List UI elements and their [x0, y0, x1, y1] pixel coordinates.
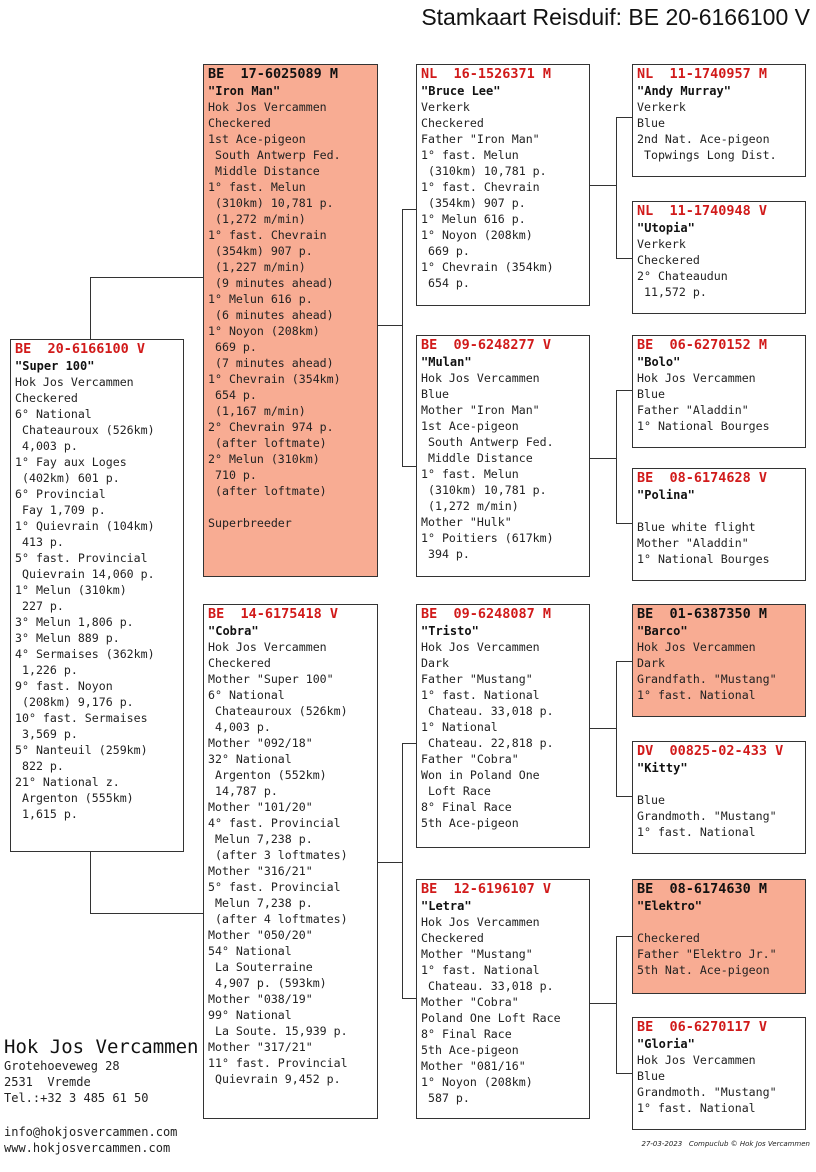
- pigeon-info-line: Hok Jos Vercammen: [421, 640, 540, 654]
- pigeon-info-line: Chateau. 33,018 p.: [421, 979, 554, 993]
- pigeon-name: "Letra": [421, 899, 472, 913]
- pigeon-info-line: Chateauroux (526km): [15, 423, 155, 437]
- pigeon-name: "Bolo": [637, 355, 681, 369]
- page-title: Stamkaart Reisduif: BE 20-6166100 V: [421, 4, 810, 30]
- pigeon-info-line: 654 p.: [208, 388, 257, 402]
- ring-number: BE 01-6387350 M: [637, 606, 768, 622]
- connector-line: [616, 390, 617, 524]
- pigeon-info-line: 4,907 p. (593km): [208, 976, 327, 990]
- pigeon-info-line: 1° Noyon (208km): [421, 228, 533, 242]
- connector-line: [616, 936, 632, 937]
- pigeon-info-line: 3° Melun 889 p.: [15, 631, 120, 645]
- pigeon-info-line: Verkerk: [421, 100, 470, 114]
- pigeon-info-line: Mother "Iron Man": [421, 403, 540, 417]
- pigeon-info-line: South Antwerp Fed.: [208, 148, 341, 162]
- connector-line: [90, 277, 91, 340]
- pigeon-info-line: 1,226 p.: [15, 663, 78, 677]
- pigeon-info-line: 227 p.: [15, 599, 64, 613]
- pigeon-card-mf: [416, 604, 590, 848]
- pigeon-info-line: Checkered: [637, 931, 700, 945]
- pigeon-info-line: Argenton (552km): [208, 768, 327, 782]
- footer-date: 27-03-2023: [641, 1140, 683, 1148]
- pigeon-info-line: 11,572 p.: [637, 285, 707, 299]
- pigeon-info-line: Grandmoth. "Mustang": [637, 809, 777, 823]
- pigeon-name: "Cobra": [208, 624, 259, 638]
- pigeon-info-line: Chateau. 22,818 p.: [421, 736, 554, 750]
- pigeon-info-line: Mother "050/20": [208, 928, 313, 942]
- pigeon-info-line: 1° fast. National: [637, 825, 756, 839]
- connector-line: [90, 851, 91, 913]
- pigeon-info-line: Mother "101/20": [208, 800, 313, 814]
- pigeon-info-line: Middle Distance: [421, 451, 533, 465]
- connector-line: [90, 913, 203, 914]
- pigeon-info-line: 1° Fay aux Loges: [15, 455, 127, 469]
- pigeon-info-line: (after loftmate): [208, 484, 327, 498]
- pigeon-name: "Gloria": [637, 1037, 695, 1051]
- pigeon-info-line: 1° fast. Chevrain: [421, 180, 540, 194]
- pigeon-info-line: 1° National Bourges: [637, 419, 770, 433]
- pigeon-info-line: South Antwerp Fed.: [421, 435, 554, 449]
- pigeon-name: "Utopia": [637, 221, 695, 235]
- pigeon-info-line: (208km) 9,176 p.: [15, 695, 134, 709]
- breeder-email[interactable]: info@hokjosvercammen.com: [4, 1125, 178, 1139]
- pigeon-info-line: Father "Cobra": [421, 752, 519, 766]
- pigeon-info-line: 1° fast. Melun: [421, 148, 519, 162]
- pigeon-info-line: Hok Jos Vercammen: [208, 100, 327, 114]
- pigeon-info-line: Mother "038/19": [208, 992, 313, 1006]
- pigeon-info-line: 1° Chevrain (354km): [208, 372, 341, 386]
- pigeon-info-line: Fay 1,709 p.: [15, 503, 106, 517]
- ring-number: BE 17-6025089 M: [208, 66, 339, 82]
- pigeon-card-mmm: [632, 1017, 806, 1130]
- pigeon-info-line: 4,003 p.: [208, 720, 271, 734]
- pigeon-info-line: 1° fast. Melun: [421, 467, 519, 481]
- pigeon-info-line: Grandmoth. "Mustang": [637, 1085, 777, 1099]
- pigeon-info-line: Hok Jos Vercammen: [15, 375, 134, 389]
- pigeon-card-mfm: [632, 741, 806, 854]
- pigeon-info-line: [637, 914, 801, 930]
- pigeon-name: "Iron Man": [208, 84, 281, 98]
- pigeon-card-fff: [632, 64, 806, 177]
- pigeon-card-fmf: [632, 335, 806, 448]
- pigeon-info-line: Hok Jos Vercammen: [421, 371, 540, 385]
- pigeon-info-line: 1° Melun 616 p.: [421, 212, 526, 226]
- pigeon-info-line: Middle Distance: [208, 164, 320, 178]
- pigeon-info-line: Dark: [637, 656, 665, 670]
- pigeon-info-line: Checkered: [208, 116, 271, 130]
- pigeon-info-line: Mother "Mustang": [421, 947, 533, 961]
- connector-line: [616, 390, 632, 391]
- pigeon-info-line: 5° Nanteuil (259km): [15, 743, 148, 757]
- pigeon-info-line: (after loftmate): [208, 436, 327, 450]
- pigeon-info-line: (402km) 601 p.: [15, 471, 120, 485]
- pigeon-info-line: (354km) 907 p.: [421, 196, 526, 210]
- pigeon-info-line: La Soute. 15,939 p.: [208, 1024, 348, 1038]
- ring-number: BE 09-6248277 V: [421, 337, 552, 353]
- footer: [642, 1140, 811, 1148]
- pigeon-info-line: Chateauroux (526km): [208, 704, 348, 718]
- connector-line: [616, 661, 617, 797]
- pigeon-info-line: Quievrain 9,452 p.: [208, 1072, 341, 1086]
- pigeon-info-line: 1° Chevrain (354km): [421, 260, 554, 274]
- breeder-name: Hok Jos Vercammen: [4, 1036, 199, 1058]
- pigeon-info-line: 8° Final Race: [421, 1027, 512, 1041]
- pigeon-info-line: 1° fast. Melun: [208, 180, 306, 194]
- pigeon-info-line: (310km) 10,781 p.: [421, 483, 547, 497]
- pigeon-name: "Barco": [637, 624, 688, 638]
- pigeon-info-line: (1,167 m/min): [208, 404, 306, 418]
- pigeon-info-line: Mother "317/21": [208, 1040, 313, 1054]
- pigeon-info-line: 1° Noyon (208km): [208, 324, 320, 338]
- pigeon-name: "Super 100": [15, 359, 95, 373]
- pigeon-info-line: Topwings Long Dist.: [637, 148, 777, 162]
- pigeon-name: "Andy Murray": [637, 84, 731, 98]
- ring-number: BE 09-6248087 M: [421, 606, 552, 622]
- pigeon-info-line: 5th Nat. Ace-pigeon: [637, 963, 770, 977]
- pigeon-info-line: 669 p.: [421, 244, 470, 258]
- pigeon-info-line: 5° fast. Provincial: [15, 551, 148, 565]
- pigeon-info-line: 4° Sermaises (362km): [15, 647, 155, 661]
- pigeon-info-line: Verkerk: [637, 100, 686, 114]
- pigeon-info-line: Hok Jos Vercammen: [421, 915, 540, 929]
- connector-line: [402, 743, 403, 998]
- pigeon-info-line: 587 p.: [421, 1091, 470, 1105]
- pigeon-info-line: 2° Chevrain 974 p.: [208, 420, 334, 434]
- pigeon-info-line: 710 p.: [208, 468, 257, 482]
- ring-number: BE 08-6174630 M: [637, 881, 768, 897]
- pigeon-info-line: Melun 7,238 p.: [208, 896, 313, 910]
- connector-line: [616, 117, 632, 118]
- connector-line: [402, 743, 416, 744]
- pigeon-info-line: 1° fast. National: [637, 688, 756, 702]
- pigeon-info-line: Argenton (555km): [15, 791, 134, 805]
- pigeon-info-line: Checkered: [421, 931, 484, 945]
- pigeon-info-line: 2° Melun (310km): [208, 452, 320, 466]
- pigeon-info-line: 1° fast. National: [637, 1101, 756, 1115]
- breeder-city: 2531 Vremde: [4, 1075, 91, 1089]
- pigeon-info-line: Checkered: [15, 391, 78, 405]
- pigeon-info-line: 669 p.: [208, 340, 257, 354]
- pigeon-info-line: 2nd Nat. Ace-pigeon: [637, 132, 770, 146]
- pigeon-info-line: Melun 7,238 p.: [208, 832, 313, 846]
- pigeon-info-line: 6° Provincial: [15, 487, 106, 501]
- pigeon-info-line: Mother "Super 100": [208, 672, 334, 686]
- pigeon-info-line: Father "Elektro Jr.": [637, 947, 777, 961]
- pigeon-info-line: Blue: [637, 1069, 665, 1083]
- connector-line: [616, 796, 632, 797]
- pigeon-info-line: Father "Aladdin": [637, 403, 749, 417]
- ring-number: BE 14-6175418 V: [208, 606, 339, 622]
- connector-line: [90, 277, 203, 278]
- pigeon-info-line: [208, 499, 373, 515]
- pigeon-info-line: Mother "092/18": [208, 736, 313, 750]
- pigeon-card-mmf: [632, 879, 806, 994]
- pigeon-info-line: Mother "081/16": [421, 1059, 526, 1073]
- pigeon-info-line: Father "Mustang": [421, 672, 533, 686]
- pigeon-info-line: Hok Jos Vercammen: [637, 1053, 756, 1067]
- pigeon-info-line: Checkered: [421, 116, 484, 130]
- pigeon-name: "Elektro": [637, 899, 703, 913]
- pigeon-info-line: 10° fast. Sermaises: [15, 711, 148, 725]
- pigeon-info-line: 1° Poitiers (617km): [421, 531, 554, 545]
- pigeon-info-line: (310km) 10,781 p.: [208, 196, 334, 210]
- pigeon-info-line: (9 minutes ahead): [208, 276, 334, 290]
- pigeon-name: "Bruce Lee": [421, 84, 501, 98]
- pigeon-info-line: 6° National: [15, 407, 92, 421]
- pigeon-info-line: [637, 776, 801, 792]
- connector-line: [590, 185, 616, 186]
- pigeon-info-line: Blue: [637, 387, 665, 401]
- connector-line: [402, 466, 416, 467]
- pigeon-info-line: 14,787 p.: [208, 784, 278, 798]
- pigeon-info-line: [637, 503, 801, 519]
- pigeon-info-line: 32° National: [208, 752, 292, 766]
- ring-number: BE 12-6196107 V: [421, 881, 552, 897]
- pigeon-info-line: 3,569 p.: [15, 727, 78, 741]
- pigeon-info-line: Blue white flight: [637, 520, 756, 534]
- pigeon-info-line: Hok Jos Vercammen: [637, 371, 756, 385]
- pigeon-info-line: Won in Poland One: [421, 768, 540, 782]
- pigeon-info-line: 1° Quievrain (104km): [15, 519, 155, 533]
- ring-number: BE 20-6166100 V: [15, 341, 146, 357]
- pigeon-info-line: Checkered: [637, 253, 700, 267]
- pigeon-card-subject: [10, 339, 184, 852]
- connector-line: [402, 209, 416, 210]
- connector-line: [377, 325, 402, 326]
- pigeon-info-line: (354km) 907 p.: [208, 244, 313, 258]
- pigeon-info-line: Mother "Hulk": [421, 515, 512, 529]
- pigeon-info-line: 21° National z.: [15, 775, 120, 789]
- pigeon-info-line: 4,003 p.: [15, 439, 78, 453]
- pigeon-info-line: 54° National: [208, 944, 292, 958]
- connector-line: [590, 1003, 616, 1004]
- pigeon-info-line: 5° fast. Provincial: [208, 880, 341, 894]
- pigeon-info-line: 5th Ace-pigeon: [421, 816, 519, 830]
- pigeon-info-line: 1° National Bourges: [637, 552, 770, 566]
- pigeon-card-mm: [416, 879, 590, 1119]
- pigeon-info-line: 822 p.: [15, 759, 64, 773]
- pigeon-info-line: 1° Noyon (208km): [421, 1075, 533, 1089]
- pigeon-info-line: 1,615 p.: [15, 807, 78, 821]
- pigeon-info-line: Chateau. 33,018 p.: [421, 704, 554, 718]
- pigeon-card-father: [203, 64, 378, 577]
- pigeon-info-line: Grandfath. "Mustang": [637, 672, 777, 686]
- pigeon-info-line: 394 p.: [421, 547, 470, 561]
- pigeon-info-line: (6 minutes ahead): [208, 308, 334, 322]
- connector-line: [590, 728, 616, 729]
- connector-line: [590, 458, 616, 459]
- pigeon-info-line: 4° fast. Provincial: [208, 816, 341, 830]
- pigeon-info-line: Verkerk: [637, 237, 686, 251]
- pigeon-info-line: Blue: [637, 793, 665, 807]
- pigeon-info-line: Hok Jos Vercammen: [208, 640, 327, 654]
- pigeon-info-line: Dark: [421, 656, 449, 670]
- pigeon-info-line: 1° Melun (310km): [15, 583, 127, 597]
- ring-number: NL 16-1526371 M: [421, 66, 552, 82]
- pigeon-info-line: Checkered: [208, 656, 271, 670]
- pigeon-card-fmm: [632, 468, 806, 581]
- pigeon-info-line: Poland One Loft Race: [421, 1011, 561, 1025]
- pigeon-info-line: (after 4 loftmates): [208, 912, 348, 926]
- connector-line: [616, 258, 632, 259]
- pigeon-info-line: Mother "Aladdin": [637, 536, 749, 550]
- pigeon-info-line: 6° National: [208, 688, 285, 702]
- pigeon-card-ffm: [632, 201, 806, 314]
- ring-number: NL 11-1740948 V: [637, 203, 768, 219]
- pigeon-info-line: 654 p.: [421, 276, 470, 290]
- connector-line: [377, 862, 402, 863]
- pigeon-info-line: 1° fast. National: [421, 688, 540, 702]
- breeder-website[interactable]: www.hokjosvercammen.com: [4, 1141, 171, 1155]
- pigeon-info-line: 9° fast. Noyon: [15, 679, 113, 693]
- footer-credit: Compuclub © Hok Jos Vercammen: [688, 1140, 810, 1148]
- pigeon-info-line: 5th Ace-pigeon: [421, 1043, 519, 1057]
- pigeon-info-line: (1,272 m/min): [421, 499, 519, 513]
- pigeon-info-line: (7 minutes ahead): [208, 356, 334, 370]
- connector-line: [616, 117, 617, 259]
- pigeon-info-line: 8° Final Race: [421, 800, 512, 814]
- ring-number: BE 08-6174628 V: [637, 470, 768, 486]
- pigeon-name: "Polina": [637, 488, 695, 502]
- pigeon-info-line: Father "Iron Man": [421, 132, 540, 146]
- pigeon-info-line: (1,272 m/min): [208, 212, 306, 226]
- pigeon-info-line: 1° fast. Chevrain: [208, 228, 327, 242]
- pigeon-name: "Kitty": [637, 761, 688, 775]
- connector-line: [616, 523, 632, 524]
- pigeon-card-ff: [416, 64, 590, 306]
- connector-line: [616, 661, 632, 662]
- pigeon-name: "Mulan": [421, 355, 472, 369]
- pigeon-info-line: Superbreeder: [208, 516, 292, 530]
- pigeon-card-mother: [203, 604, 378, 1119]
- pigeon-info-line: (1,227 m/min): [208, 260, 306, 274]
- pigeon-info-line: Hok Jos Vercammen: [637, 640, 756, 654]
- breeder-contact: [4, 1124, 177, 1156]
- pigeon-info-line: 1st Ace-pigeon: [208, 132, 306, 146]
- connector-line: [402, 998, 416, 999]
- pigeon-info-line: 99° National: [208, 1008, 292, 1022]
- pigeon-info-line: (after 3 loftmates): [208, 848, 348, 862]
- breeder-address: Grotehoeveweg 28: [4, 1059, 120, 1073]
- pigeon-info-line: 11° fast. Provincial: [208, 1056, 348, 1070]
- pigeon-info-line: 1° Melun 616 p.: [208, 292, 313, 306]
- pigeon-info-line: Loft Race: [421, 784, 491, 798]
- breeder-info: [4, 1036, 198, 1106]
- pigeon-info-line: 1° fast. National: [421, 963, 540, 977]
- pigeon-card-fm: [416, 335, 590, 577]
- ring-number: BE 06-6270117 V: [637, 1019, 768, 1035]
- connector-line: [616, 936, 617, 1074]
- pigeon-card-mff: [632, 604, 806, 717]
- connector-line: [402, 209, 403, 466]
- breeder-phone: Tel.:+32 3 485 61 50: [4, 1091, 149, 1105]
- ring-number: DV 00825-02-433 V: [637, 743, 784, 759]
- ring-number: BE 06-6270152 M: [637, 337, 768, 353]
- pigeon-info-line: Mother "Cobra": [421, 995, 519, 1009]
- pigeon-info-line: Quievrain 14,060 p.: [15, 567, 155, 581]
- pigeon-info-line: Blue: [637, 116, 665, 130]
- pigeon-info-line: 1st Ace-pigeon: [421, 419, 519, 433]
- pigeon-info-line: 1° National: [421, 720, 498, 734]
- ring-number: NL 11-1740957 M: [637, 66, 768, 82]
- connector-line: [616, 1073, 632, 1074]
- pigeon-name: "Tristo": [421, 624, 479, 638]
- pigeon-info-line: (310km) 10,781 p.: [421, 164, 547, 178]
- pigeon-info-line: 413 p.: [15, 535, 64, 549]
- pigeon-info-line: 2° Chateaudun: [637, 269, 728, 283]
- pigeon-info-line: Mother "316/21": [208, 864, 313, 878]
- pigeon-info-line: La Souterraine: [208, 960, 313, 974]
- pigeon-info-line: 3° Melun 1,806 p.: [15, 615, 134, 629]
- pigeon-info-line: Blue: [421, 387, 449, 401]
